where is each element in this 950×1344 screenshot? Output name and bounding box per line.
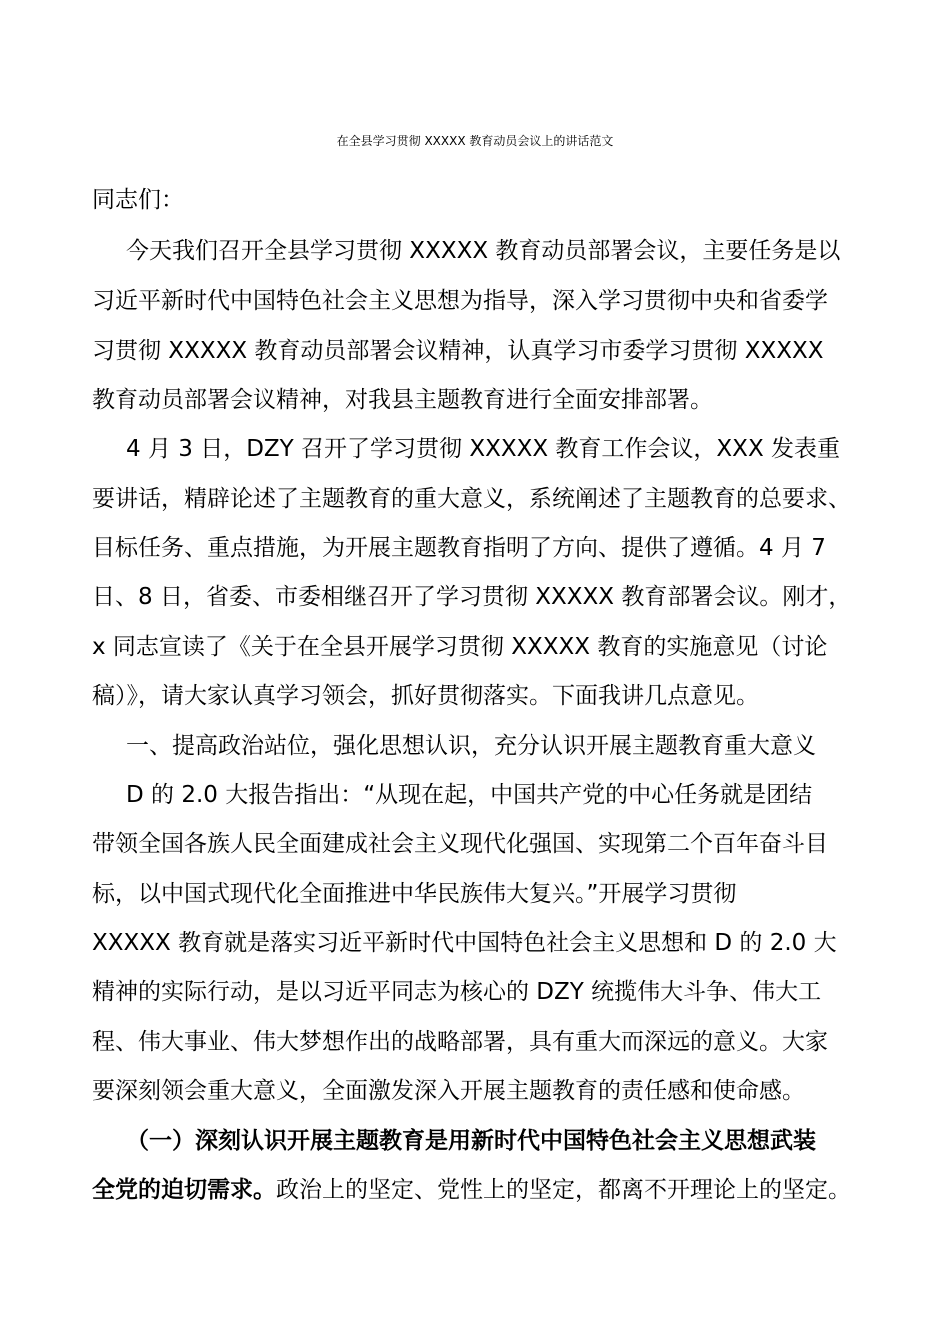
paragraph-line: XXXXX 教育就是落实习近平新时代中国特色社会主义思想和 D 的 2.0 大 [92, 930, 837, 956]
paragraph-line: 教育动员部署会议精神，对我县主题教育进行全面安排部署。 [92, 387, 713, 413]
paragraph-line: 要讲话，精辟论述了主题教育的重大意义，系统阐述了主题教育的总要求、 [92, 486, 851, 512]
subsection-heading: （一）深刻认识开展主题教育是用新时代中国特色社会主义思想武装 [126, 1128, 816, 1154]
paragraph-line: 要深刻领会重大意义，全面激发深入开展主题教育的责任感和使命感。 [92, 1078, 805, 1104]
paragraph-line: 今天我们召开全县学习贯彻 XXXXX 教育动员部署会议，主要任务是以 [126, 238, 841, 264]
paragraph-line: D 的 2.0 大报告指出：“从现在起，中国共产党的中心任务就是团结 [126, 782, 813, 808]
paragraph-line: 目标任务、重点措施，为开展主题教育指明了方向、提供了遵循。4 月 7 [92, 535, 826, 561]
section-heading: 一、提高政治站位，强化思想认识，充分认识开展主题教育重大意义 [126, 733, 816, 759]
paragraph-line: 稿）》，请大家认真学习领会，抓好贯彻落实。下面我讲几点意见。 [92, 683, 759, 709]
paragraph-line: 程、伟大事业、伟大梦想作出的战略部署，具有重大而深远的意义。大家 [92, 1029, 828, 1055]
paragraph-line: 习近平新时代中国特色社会主义思想为指导，深入学习贯彻中央和省委学 [92, 288, 828, 314]
subsection-heading-end: 全党的迫切需求。 [92, 1177, 276, 1203]
paragraph-line [92, 1175, 851, 1205]
paragraph-line: 4 月 3 日，DZY 召开了学习贯彻 XXXXX 教育工作会议，XXX 发表重 [126, 436, 841, 462]
paragraph-line: 精神的实际行动，是以习近平同志为核心的 DZY 统揽伟大斗争、伟大工 [92, 979, 822, 1005]
paragraph-line: x 同志宣读了《关于在全县开展学习贯彻 XXXXX 教育的实施意见（讨论 [92, 634, 828, 660]
document-title: 在全县学习贯彻 XXXXX 教育动员会议上的讲话范文 [336, 134, 614, 148]
paragraph-line: 习贯彻 XXXXX 教育动员部署会议精神，认真学习市委学习贯彻 XXXXX [92, 338, 824, 364]
paragraph-text: 政治上的坚定、党性上的坚定，都离不开理论上的坚定。 [276, 1177, 851, 1203]
salutation: 同志们： [92, 187, 184, 213]
paragraph-line: 带领全国各族人民全面建成社会主义现代化强国、实现第二个百年奋斗目 [92, 831, 828, 857]
paragraph-line: 标，以中国式现代化全面推进中华民族伟大复兴。”开展学习贯彻 [92, 881, 737, 907]
paragraph-line: 日、8 日，省委、市委相继召开了学习贯彻 XXXXX 教育部署会议。刚才， [92, 584, 852, 610]
